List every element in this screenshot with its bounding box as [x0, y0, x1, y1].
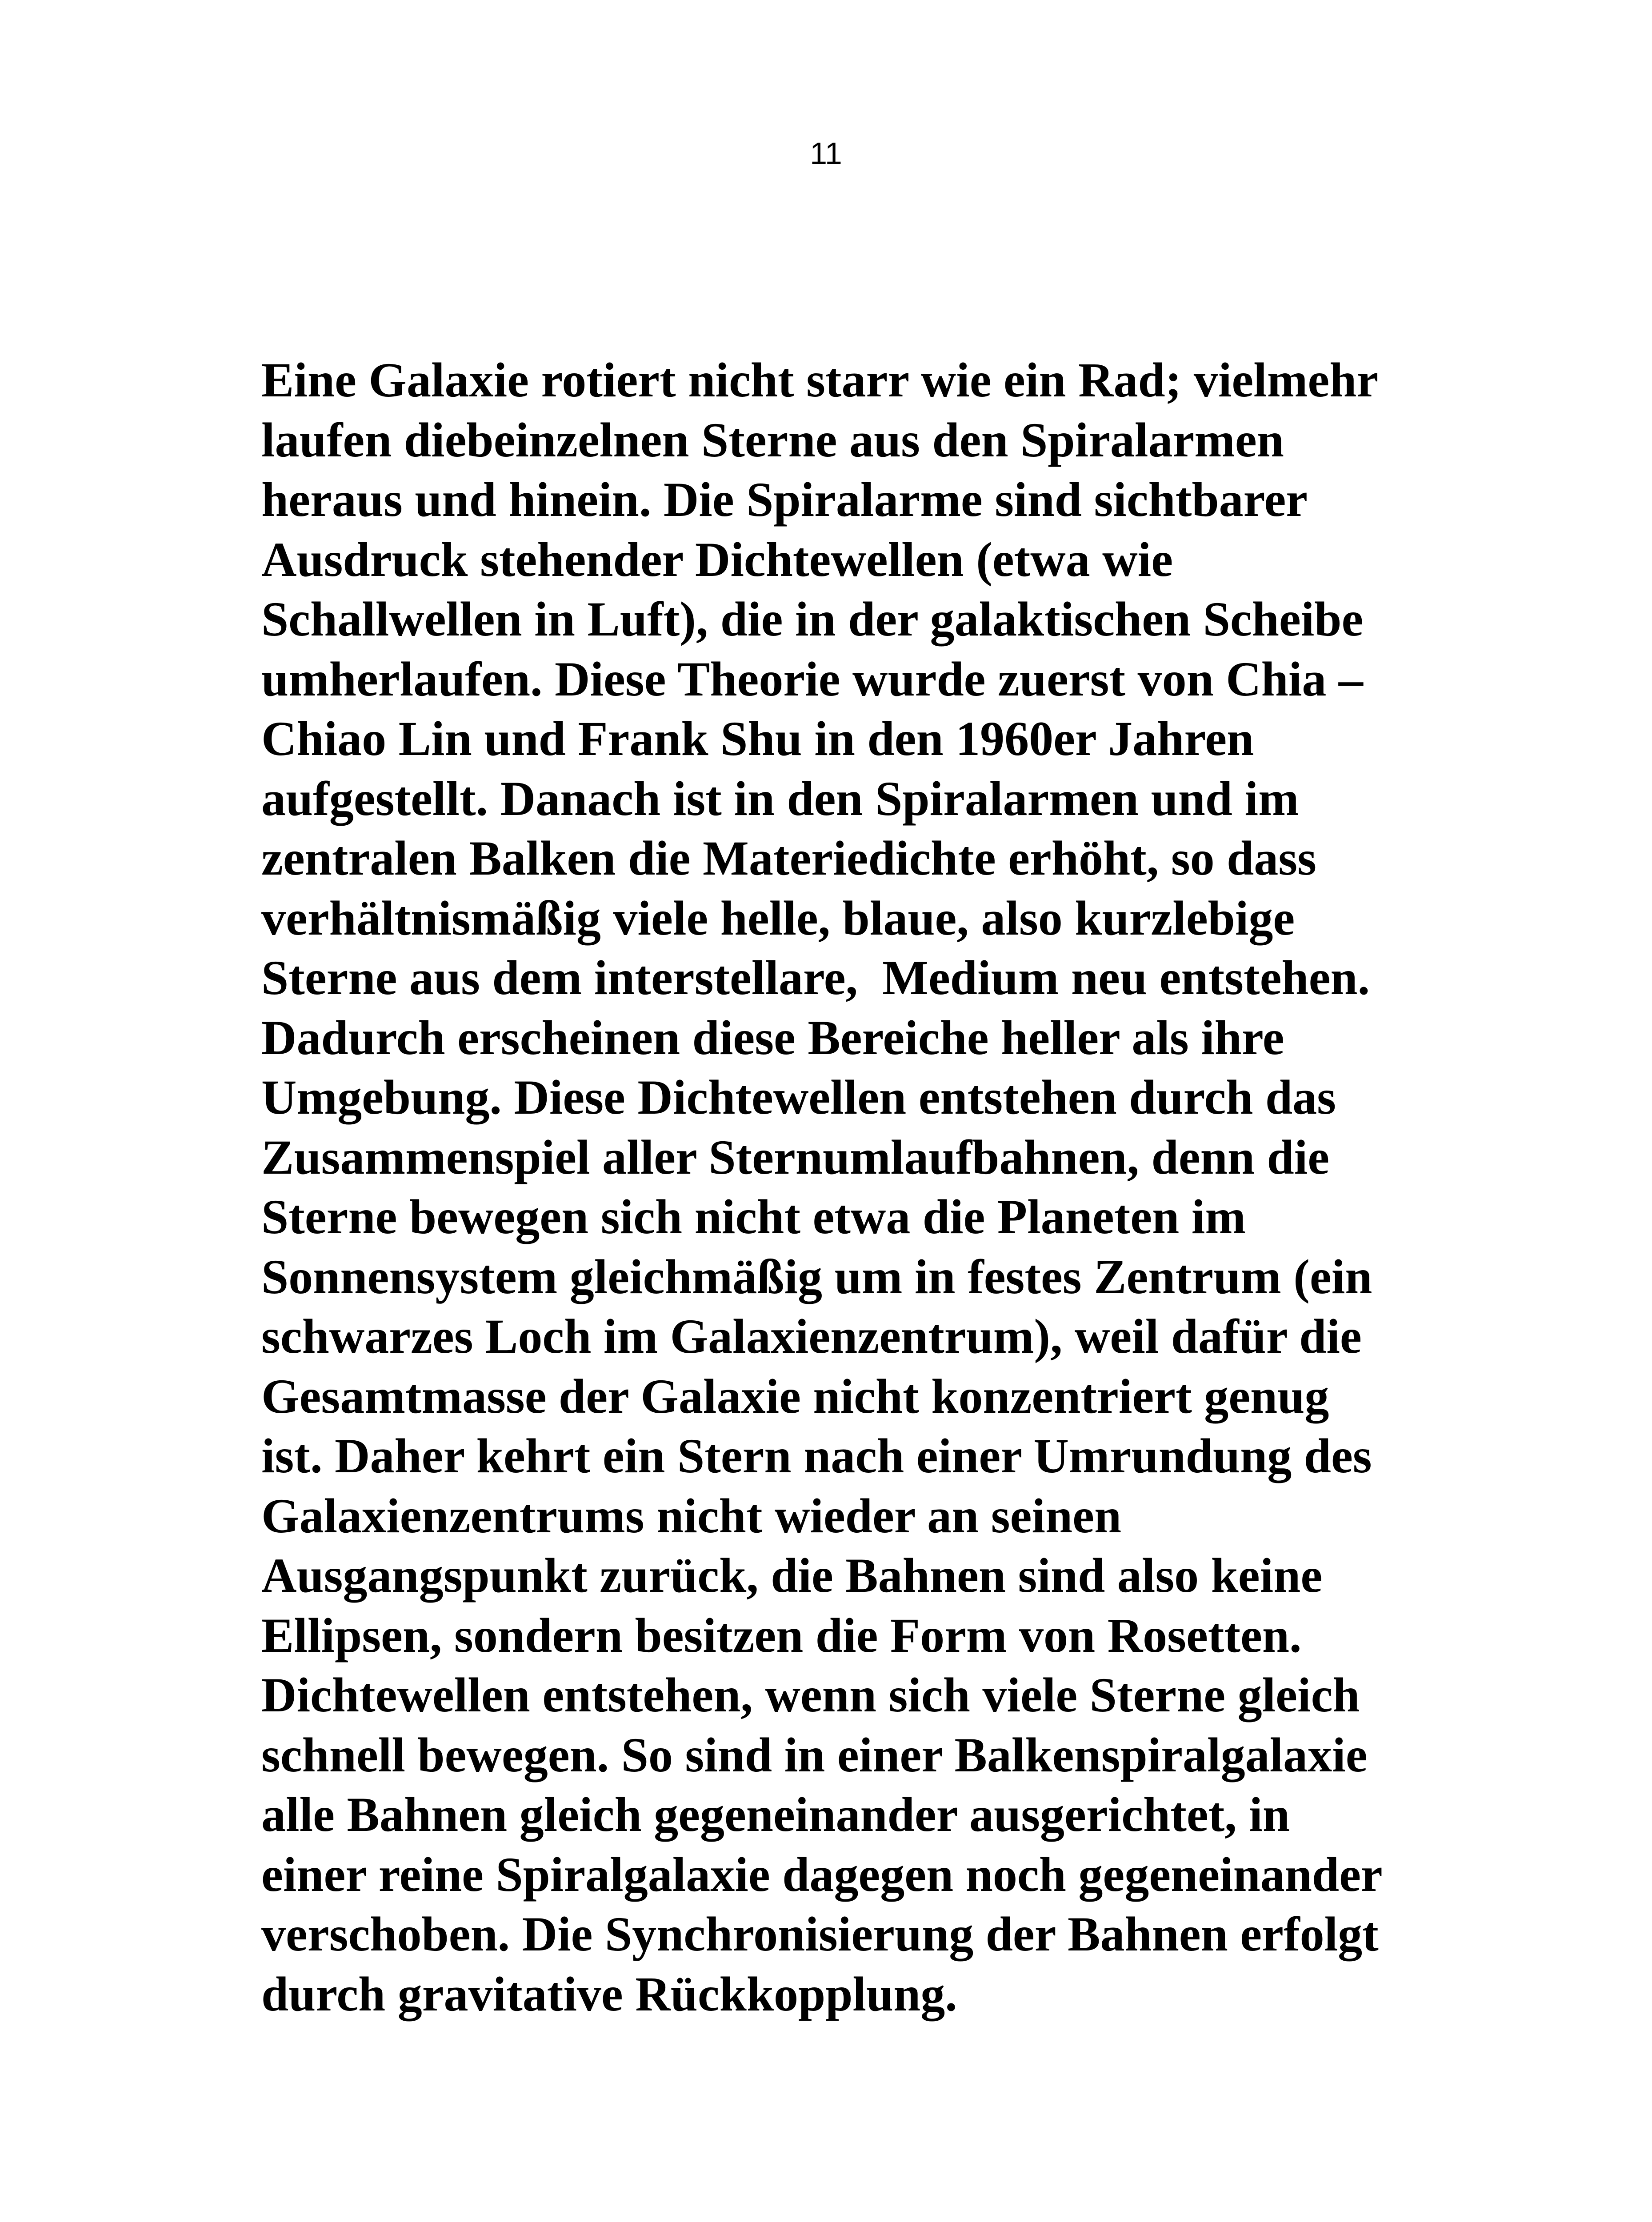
text-line: Ellipsen, sondern besitzen die Form von Rosetten.: [261, 1608, 1302, 1663]
text-line: Ausdruck stehender Dichtewellen (etwa wie: [261, 532, 1173, 587]
text-line: Gesamtmasse der Galaxie nicht konzentriert genug: [261, 1369, 1329, 1423]
text-line: ist. Daher kehrt ein Stern nach einer Umrundung des: [261, 1429, 1372, 1483]
text-line: Eine Galaxie rotiert nicht starr wie ein Rad; vielmehr: [261, 353, 1379, 407]
text-line: schnell bewegen. So sind in einer Balkenspiralgalaxie: [261, 1727, 1368, 1782]
text-line: Dadurch erscheinen diese Bereiche heller als ihre: [261, 1010, 1284, 1065]
text-line: verschoben. Die Synchronisierung der Bahnen erfolgt: [261, 1907, 1379, 1961]
text-line: laufen diebeinzelnen Sterne aus den Spiralarmen: [261, 412, 1284, 467]
text-line: Chiao Lin und Frank Shu in den 1960er Jahren: [261, 711, 1254, 766]
page-number: 11: [810, 136, 842, 171]
text-line: aufgestellt. Danach ist in den Spiralarmen und im: [261, 771, 1299, 826]
text-line: Umgebung. Diese Dichtewellen entstehen durch das: [261, 1070, 1336, 1124]
body-paragraph: [261, 350, 1399, 2024]
text-line: verhältnismäßig viele helle, blaue, also kurzlebige: [261, 891, 1295, 945]
text-line: einer reine Spiralgalaxie dagegen noch gegeneinander: [261, 1847, 1383, 1902]
text-line: Sonnensystem gleichmäßig um in festes Zentrum (ein: [261, 1249, 1372, 1304]
text-line: umherlaufen. Diese Theorie wurde zuerst von Chia –: [261, 651, 1363, 706]
text-line: Zusammenspiel aller Sternumlaufbahnen, denn die: [261, 1130, 1330, 1184]
text-line: durch gravitative Rückkopplung.: [261, 1966, 957, 2021]
text-line: Schallwellen in Luft), die in der galaktischen Scheibe: [261, 592, 1364, 646]
text-line: heraus und hinein. Die Spiralarme sind sichtbarer: [261, 472, 1308, 527]
text-line: zentralen Balken die Materiedichte erhöht, so dass: [261, 831, 1316, 885]
text-line: alle Bahnen gleich gegeneinander ausgerichtet, in: [261, 1787, 1290, 1842]
text-line: Sterne bewegen sich nicht etwa die Planeten im: [261, 1190, 1246, 1244]
text-line: schwarzes Loch im Galaxienzentrum), weil dafür die: [261, 1309, 1362, 1363]
text-line: Sterne aus dem interstellare, Medium neu entstehen.: [261, 951, 1370, 1005]
text-line: Dichtewellen entstehen, wenn sich viele Sterne gleich: [261, 1668, 1360, 1722]
text-line: Galaxienzentrums nicht wieder an seinen: [261, 1488, 1122, 1543]
text-line: Ausgangspunkt zurück, die Bahnen sind also keine: [261, 1548, 1323, 1603]
